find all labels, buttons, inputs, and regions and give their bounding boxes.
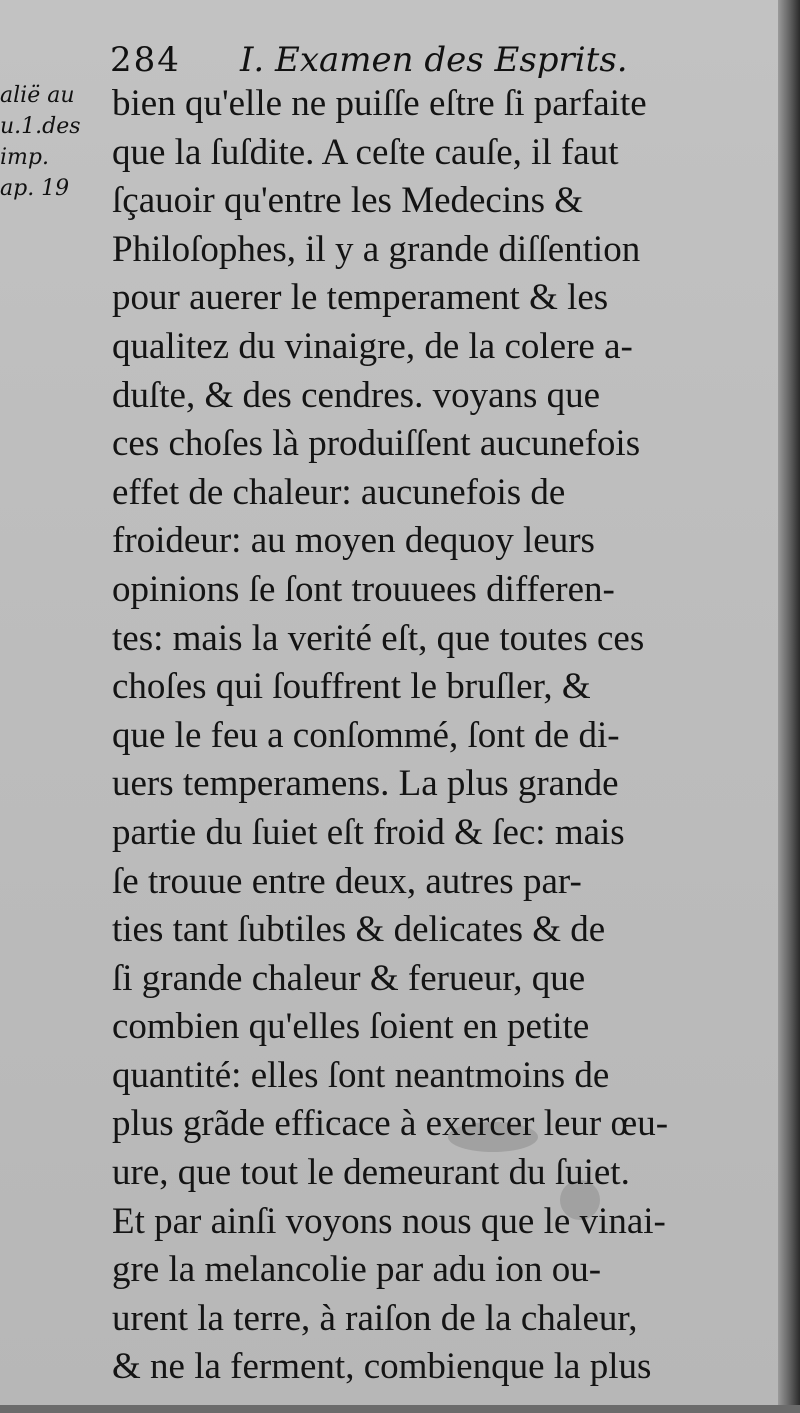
text-line: tes: mais la verité eſt, que toutes ces [112, 617, 645, 659]
text-line: Philoſophes, il y a grande diſſention [112, 228, 641, 270]
margin-note-line: ap. 19 [0, 176, 70, 201]
text-line: froideur: au moyen dequoy leurs [112, 520, 595, 562]
text-line: ces choſes là produiſſent aucunefois [112, 423, 641, 465]
text-line: & ne la ferment, combienque la plus [112, 1346, 652, 1388]
text-line: duſte, & des cendres. voyans que [112, 374, 601, 416]
text-line: effet de chaleur: aucunefois de [112, 471, 566, 513]
page-number: 284 [110, 40, 181, 80]
text-line: pour auerer le temperament & les [112, 277, 609, 319]
text-line: ſçauoir qu'entre les Medecins & [112, 180, 584, 222]
margin-note [0, 80, 100, 204]
body-text [112, 80, 752, 1392]
text-line: ſi grande chaleur & ferueur, que [112, 957, 586, 999]
text-line: ties tant ſubtiles & delicates & de [112, 909, 606, 951]
margin-note-line: alië au [0, 83, 75, 108]
text-line: ſe trouue entre deux, autres par- [112, 860, 582, 902]
text-line: plus grãde efficace à exercer leur œu- [112, 1103, 669, 1145]
text-line: qualitez du vinaigre, de la colere a- [112, 325, 633, 367]
page-edge-shadow [778, 0, 800, 1413]
text-line: que le feu a conſommé, ſont de di- [112, 714, 620, 756]
text-line: Et par ainſi voyons nous que le vinai- [112, 1200, 666, 1242]
running-title: I. Examen des Esprits. [240, 40, 628, 80]
text-line: gre la melancolie par adu ion ou- [112, 1249, 602, 1291]
text-line: urent la terre, à raiſon de la chaleur, [112, 1297, 638, 1339]
text-line: partie du ſuiet eſt froid & ſec: mais [112, 811, 625, 853]
text-line: combien qu'elles ſoient en petite [112, 1006, 590, 1048]
margin-note-line: u.1.des [0, 114, 81, 139]
text-line: ure, que tout le demeurant du ſuiet. [112, 1152, 630, 1194]
text-line: bien qu'elle ne puiſſe eſtre ſi parfaite [112, 83, 647, 124]
text-line: choſes qui ſouffrent le bruſler, & [112, 666, 591, 708]
page-bottom-edge [0, 1405, 800, 1413]
margin-note-line: imp. [0, 145, 49, 170]
text-line: uers temperamens. La plus grande [112, 763, 619, 805]
text-line: opinions ſe ſont trouuees differen- [112, 568, 615, 610]
text-line: que la ſuſdite. A ceſte cauſe, il faut [112, 131, 619, 173]
text-line: quantité: elles ſont neantmoins de [112, 1054, 610, 1096]
